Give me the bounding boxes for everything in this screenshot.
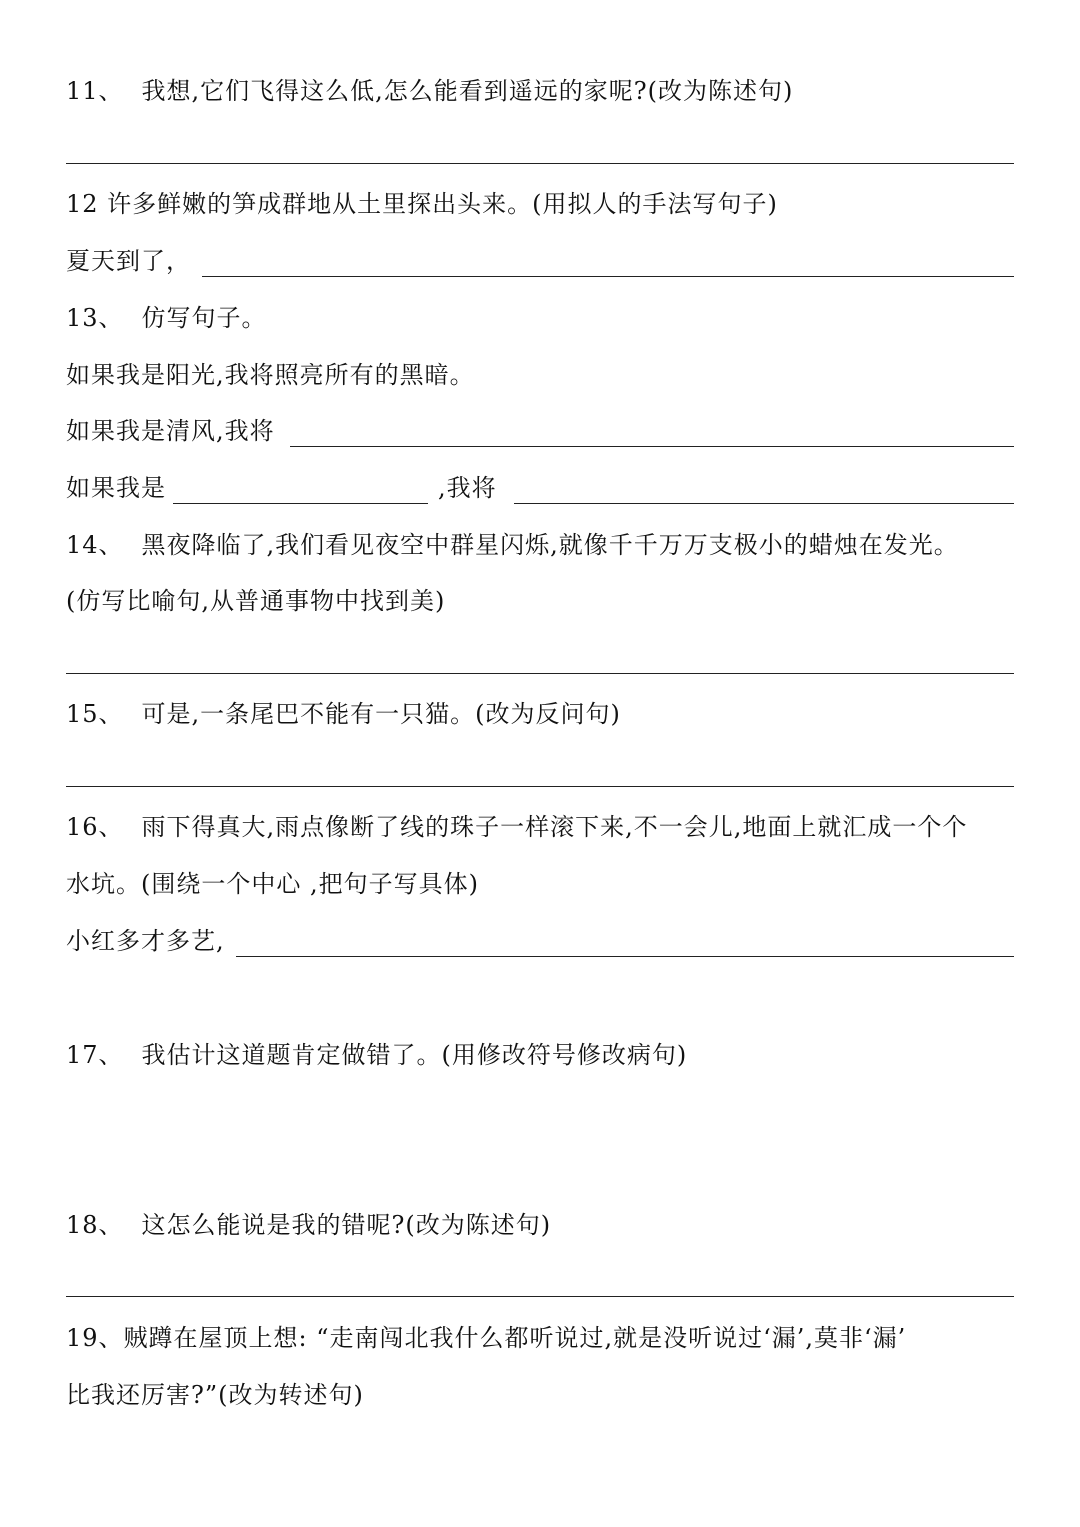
question-18 [66, 1210, 551, 1240]
answer-line-12[interactable] [202, 276, 1014, 277]
answer-line-18[interactable] [66, 1296, 1014, 1297]
question-number: 17、 [66, 1041, 124, 1069]
question-text: 12 许多鲜嫩的笋成群地从土里探出头来。(用拟人的手法写句子) [66, 190, 778, 218]
question-13-example: 如果我是阳光,我将照亮所有的黑暗。 [66, 361, 475, 389]
question-11 [66, 76, 793, 106]
answer-line-13b[interactable] [173, 503, 428, 504]
question-number: 13、 [66, 304, 124, 332]
question-number: 11、 [66, 77, 124, 105]
question-13 [66, 303, 267, 333]
question-text: 可是,一条尾巴不能有一只猫。(改为反问句) [141, 700, 621, 728]
question-number: 15、 [66, 700, 124, 728]
question-19 [66, 1323, 906, 1353]
question-13-line2-prefix: 如果我是 [66, 474, 166, 502]
question-number: 18、 [66, 1211, 124, 1239]
question-text: 雨下得真大,雨点像断了线的珠子一样滚下来,不一会儿,地面上就汇成一个个 [141, 813, 968, 841]
question-16-instruction: 水坑。(围绕一个中心 ,把句子写具体) [66, 870, 479, 898]
question-13-line1-prefix: 如果我是清风,我将 [66, 417, 275, 445]
question-12 [66, 189, 778, 219]
answer-line-14[interactable] [66, 673, 1014, 674]
question-15 [66, 699, 621, 729]
answer-line-16[interactable] [236, 956, 1014, 957]
question-14 [66, 530, 959, 560]
question-text: 我估计这道题肯定做错了。(用修改符号修改病句) [141, 1041, 688, 1069]
answer-line-13a[interactable] [290, 446, 1014, 447]
question-17 [66, 1040, 687, 1070]
question-number: 16、 [66, 813, 124, 841]
question-13-line2-middle: ,我将 [438, 474, 497, 502]
question-text: 黑夜降临了,我们看见夜空中群星闪烁,就像千千万万支极小的蜡烛在发光。 [141, 531, 959, 559]
answer-line-11[interactable] [66, 163, 1014, 164]
question-14-instruction: (仿写比喻句,从普通事物中找到美) [66, 587, 446, 615]
question-16 [66, 812, 967, 842]
question-number: 14、 [66, 531, 124, 559]
answer-line-15[interactable] [66, 786, 1014, 787]
question-12-prompt: 夏天到了， [66, 247, 191, 275]
answer-line-13c[interactable] [514, 503, 1014, 504]
question-text: 这怎么能说是我的错呢?(改为陈述句) [141, 1211, 552, 1239]
question-16-prompt: 小红多才多艺, [66, 927, 225, 955]
question-text: 19、贼蹲在屋顶上想: “走南闯北我什么都听说过,就是没听说过‘漏’,莫非‘漏’ [66, 1324, 907, 1352]
question-text: 我想,它们飞得这么低,怎么能看到遥远的家呢?(改为陈述句) [141, 77, 794, 105]
question-19-instruction: 比我还厉害?”(改为转述句) [66, 1381, 364, 1409]
question-text: 仿写句子。 [141, 304, 267, 332]
